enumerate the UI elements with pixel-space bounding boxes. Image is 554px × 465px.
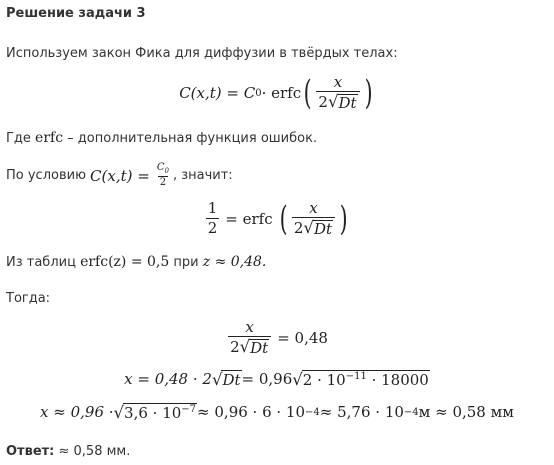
eq1-den-a: 2	[318, 93, 328, 112]
eq4-mid: = 0,96	[241, 370, 293, 388]
condition-num-sub: 0	[164, 167, 169, 175]
condition-num: C	[156, 162, 165, 173]
eq1-fraction: x 2 √ Dt	[316, 75, 359, 112]
x-result-equation: x ≈ 0,96 · √ $3,6 \cdot 10^{-7}$ ≈ 0,96 · 6 · 10 −4 ≈ 5,76 · 10 −4 м ≈ 0,58 мм	[40, 402, 514, 422]
fick-equation: C(x,t) = C 0 · erfc ( x 2 √ Dt )	[179, 72, 373, 113]
table-text	[6, 254, 266, 270]
eq2-half	[206, 201, 220, 236]
then-text: Тогда:	[6, 291, 51, 306]
eq2-fnum: x	[309, 198, 318, 217]
eq1-num: x	[333, 72, 343, 91]
eq3-den-a: 2	[230, 338, 240, 357]
eq1-sub: 0	[255, 87, 262, 99]
condition-den: 2	[159, 177, 167, 188]
eq2-mid: = erfc	[225, 210, 273, 228]
x-expression-equation: x = 0,48 · 2 √ Dt = 0,96 √ $2 \cdot 10^{-11} \cdot 18000$	[124, 369, 429, 389]
erfc-equation: $\frac{1}{2}$ = erfc ( x 2 √ Dt )	[207, 198, 348, 239]
answer-label: Ответ:	[6, 444, 55, 459]
eq3-num: x	[245, 317, 254, 336]
where-func: erfc	[35, 130, 64, 146]
condition-post: , значит:	[172, 168, 233, 183]
eq4-rad: Dt	[222, 370, 241, 389]
eq2-fraction: x 2 √ Dt	[292, 201, 335, 238]
eq5-mid2: ≈ 5,76 · 10	[319, 403, 404, 421]
eq4-rad2-a: 2 · 10	[302, 370, 346, 389]
eq5-pre: x ≈ 0,96 ·	[40, 403, 114, 421]
eq5-exp1: −7	[181, 403, 197, 415]
answer-value: ≈ 0,58 мм.	[54, 444, 131, 459]
condition-expr: C(x,t) =	[90, 166, 150, 185]
table-expr: erfc(z) = 0,5	[80, 254, 170, 270]
condition-fraction	[155, 163, 171, 188]
eq2-fden-b: Dt	[313, 219, 332, 238]
intro-text: Используем закон Фика для диффузии в твёрдых телах:	[6, 46, 398, 61]
eq4-exp: −11	[345, 370, 367, 382]
eq4-pre: x = 0,48 · 2	[124, 370, 212, 388]
eq2-fden-a: 2	[293, 219, 304, 238]
eq2-den: 2	[207, 219, 218, 238]
eq5-exp2: −4	[305, 406, 320, 418]
eq1-den-b: Dt	[338, 93, 357, 112]
eq3-rhs: = 0,48	[277, 329, 328, 347]
where-pre: Где	[6, 131, 36, 146]
where-text	[6, 130, 317, 146]
table-mid: при	[169, 255, 203, 270]
eq3-fraction: x 2 √ Dt	[228, 320, 271, 357]
condition-pre: По условию	[6, 168, 87, 183]
eq3-den-b: Dt	[250, 338, 269, 357]
where-post: – дополнительная функция ошибок.	[63, 131, 318, 146]
eq1-mid: · erfc	[261, 84, 302, 102]
ratio-equation	[0, 318, 554, 358]
eq1-lhs: C(x,t) = C	[179, 84, 256, 102]
condition-text	[6, 163, 233, 188]
eq5-exp3: −4	[403, 406, 419, 418]
eq4-rad2-b: · 18000	[366, 370, 429, 389]
answer-line	[6, 444, 130, 459]
table-pre: Из таблиц	[6, 255, 81, 270]
eq5-rad-a: 3,6 · 10	[124, 403, 182, 422]
eq2-num: 1	[207, 199, 218, 218]
eq5-unit: м ≈ 0,58 мм	[418, 403, 514, 421]
table-cond: z ≈ 0,48.	[202, 254, 267, 270]
eq5-mid: ≈ 0,96 · 6 · 10	[197, 403, 306, 421]
page-heading: Решение задачи 3	[6, 6, 146, 21]
